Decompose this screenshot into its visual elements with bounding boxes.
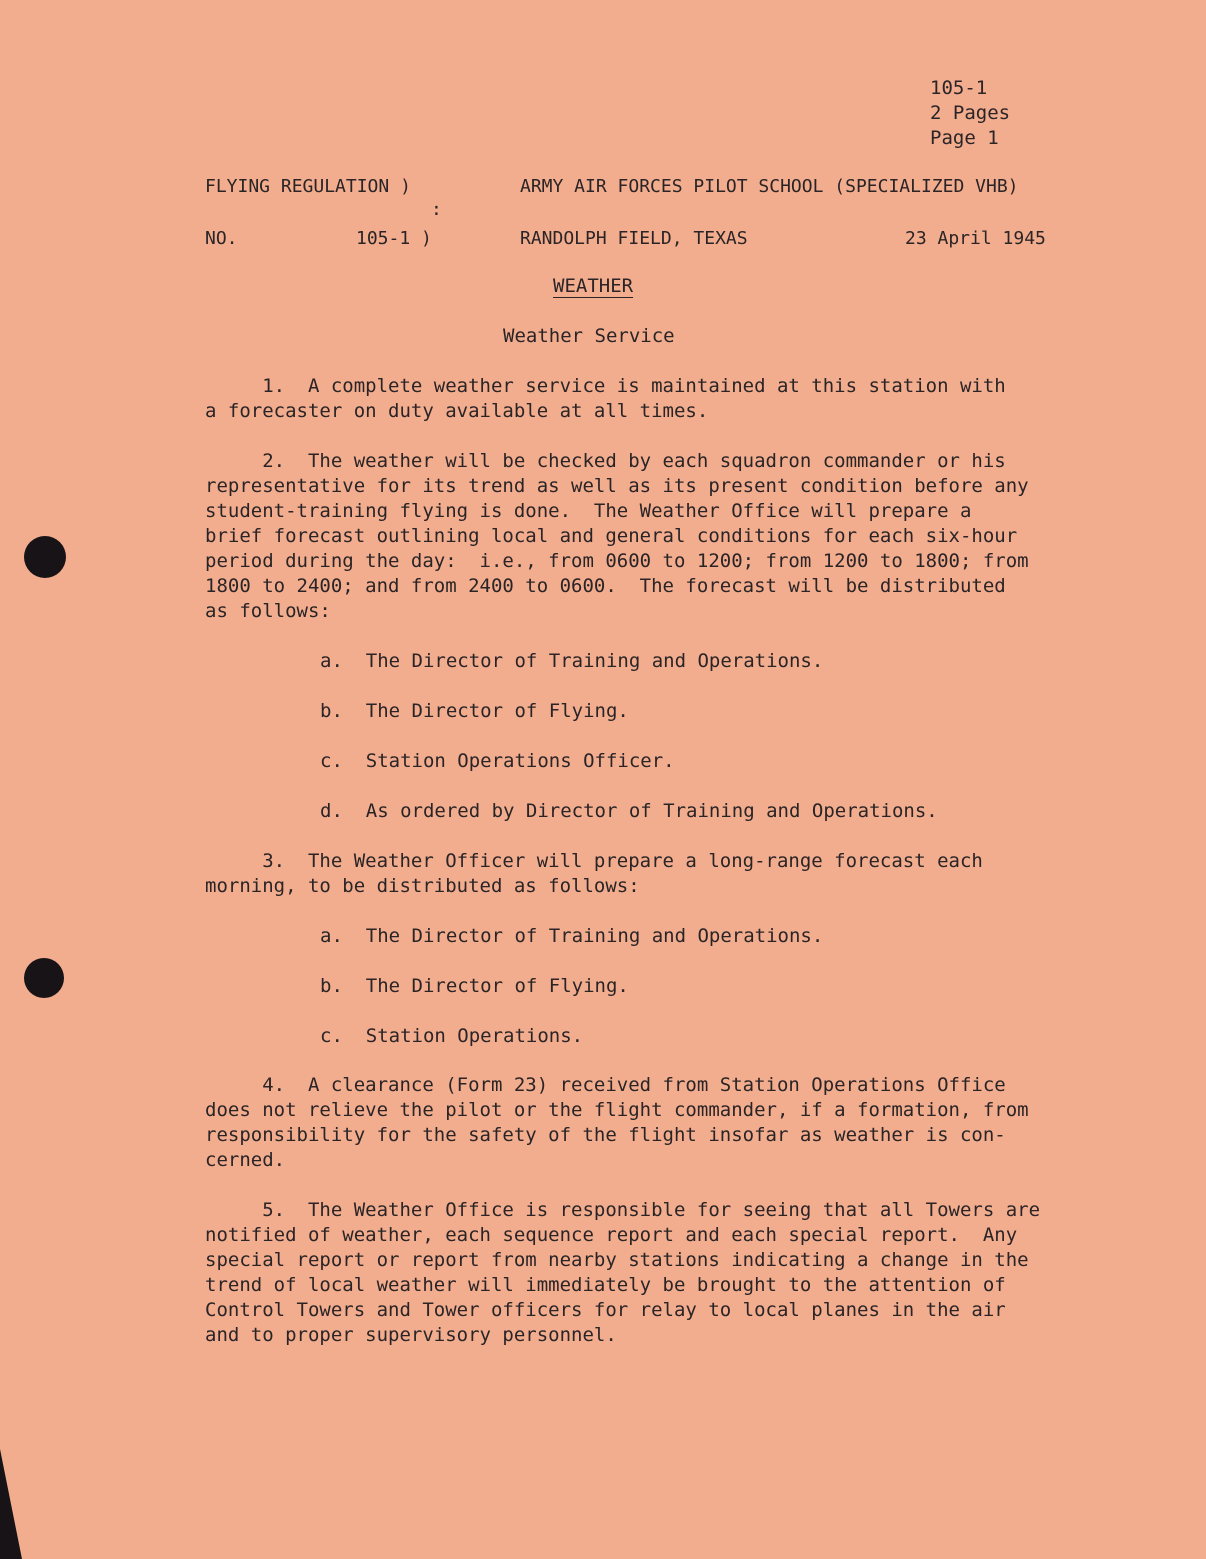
paragraph-line: 2. The weather will be checked by each squadron commander or his (205, 450, 1006, 472)
regulation-colon: : (431, 199, 442, 220)
regulation-number: 105-1 ) (356, 228, 432, 249)
paragraph-2 (205, 449, 1120, 624)
paragraph-line: trend of local weather will immediately be brought to the attention of (205, 1274, 1006, 1296)
paragraph-line: 3. The Weather Officer will prepare a long-range forecast each (205, 850, 983, 872)
page-ref-number: 105-1 (930, 77, 988, 99)
paragraph-line: 5. The Weather Office is responsible for seeing that all Towers are (205, 1199, 1041, 1221)
paragraph-3 (205, 849, 1120, 899)
regulation-label: FLYING REGULATION ) (205, 176, 411, 197)
paragraph-4 (205, 1073, 1120, 1173)
list-item: a. The Director of Training and Operations. (320, 925, 824, 947)
document-title: WEATHER (553, 275, 634, 297)
paragraph-line: does not relieve the pilot or the flight commander, if a formation, from (205, 1099, 1029, 1121)
binder-hole-top (24, 536, 66, 578)
paragraph-line: Control Towers and Tower officers for relay to local planes in the air (205, 1299, 1006, 1321)
paragraph-line: as follows: (205, 600, 331, 622)
location: RANDOLPH FIELD, TEXAS (520, 228, 748, 249)
paragraph-line: cerned. (205, 1149, 286, 1171)
page-ref-pages: 2 Pages (930, 102, 1011, 124)
paragraph-line: notified of weather, each sequence report and each special report. Any (205, 1224, 1018, 1246)
paragraph-line: 1. A complete weather service is maintained at this station with (205, 375, 1006, 397)
list-item: b. The Director of Flying. (320, 975, 629, 997)
paragraph-line: morning, to be distributed as follows: (205, 875, 640, 897)
paragraph-line: and to proper supervisory personnel. (205, 1324, 617, 1346)
document-date: 23 April 1945 (905, 228, 1046, 249)
list-item: a. The Director of Training and Operations. (320, 650, 824, 672)
list-item: c. Station Operations Officer. (320, 750, 675, 772)
torn-page-edge (0, 1449, 22, 1559)
list-item: d. As ordered by Director of Training and Operations. (320, 800, 938, 822)
organization-name: ARMY AIR FORCES PILOT SCHOOL (SPECIALIZED VHB) (520, 176, 1019, 197)
paragraph-1 (205, 374, 1120, 424)
regulation-number-label: NO. (205, 228, 238, 249)
paragraph-line: representative for its trend as well as its present condition before any (205, 475, 1029, 497)
paragraph-line: student-training flying is done. The Weather Office will prepare a (205, 500, 972, 522)
paragraph-line: 1800 to 2400; and from 2400 to 0600. The forecast will be distributed (205, 575, 1006, 597)
list-item: b. The Director of Flying. (320, 700, 629, 722)
paragraph-5 (205, 1198, 1120, 1348)
page-ref-page: Page 1 (930, 127, 999, 149)
list-item: c. Station Operations. (320, 1025, 584, 1047)
paragraph-line: 4. A clearance (Form 23) received from Station Operations Office (205, 1074, 1006, 1096)
section-subtitle: Weather Service (503, 325, 675, 347)
paragraph-line: period during the day: i.e., from 0600 to 1200; from 1200 to 1800; from (205, 550, 1029, 572)
paragraph-line: responsibility for the safety of the flight insofar as weather is con- (205, 1124, 1006, 1146)
paragraph-line: brief forecast outlining local and general conditions for each six-hour (205, 525, 1018, 547)
binder-hole-bottom (24, 958, 64, 998)
paragraph-line: special report or report from nearby stations indicating a change in the (205, 1249, 1029, 1271)
paragraph-line: a forecaster on duty available at all times. (205, 400, 709, 422)
